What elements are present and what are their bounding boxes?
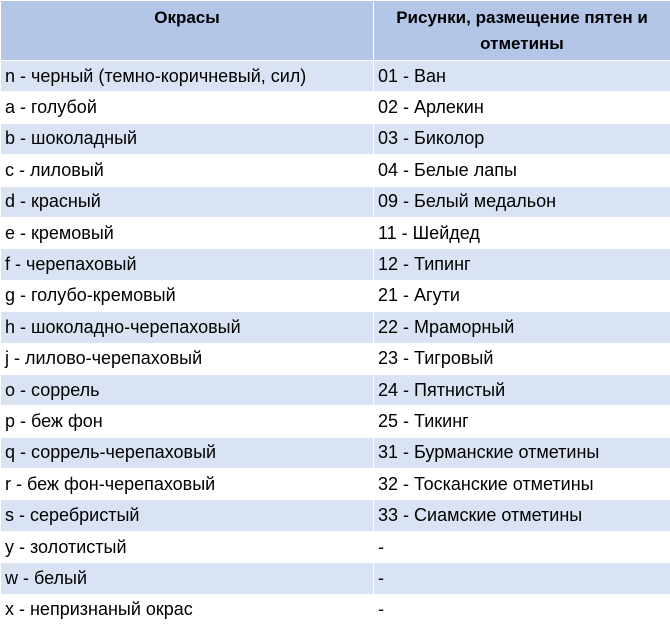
pattern-cell: 24 - Пятнистый (374, 374, 670, 405)
pattern-cell: 25 - Тикинг (374, 406, 670, 437)
table-body (1, 61, 670, 626)
pattern-cell: 23 - Тигровый (374, 343, 670, 374)
color-cell: h - шоколадно-черепаховый (1, 312, 374, 343)
table-header-row (1, 1, 670, 61)
pattern-cell: 09 - Белый медальон (374, 186, 670, 217)
table-row (1, 280, 670, 311)
color-cell: n - черный (темно-коричневый, сил) (1, 61, 374, 92)
table-row (1, 500, 670, 531)
pattern-cell: 31 - Бурманские отметины (374, 437, 670, 468)
table-row (1, 437, 670, 468)
pattern-cell: 33 - Сиамские отметины (374, 500, 670, 531)
color-cell: d - красный (1, 186, 374, 217)
color-cell: q - соррель-черепаховый (1, 437, 374, 468)
pattern-cell: 03 - Биколор (374, 123, 670, 154)
pattern-cell: 32 - Тосканские отметины (374, 469, 670, 500)
table-row (1, 594, 670, 625)
color-cell: f - черепаховый (1, 249, 374, 280)
table-row (1, 249, 670, 280)
pattern-cell: 22 - Мраморный (374, 312, 670, 343)
color-cell: p - беж фон (1, 406, 374, 437)
color-cell: g - голубо-кремовый (1, 280, 374, 311)
pattern-cell: 12 - Типинг (374, 249, 670, 280)
table-row (1, 92, 670, 123)
table-row (1, 61, 670, 92)
table-row (1, 469, 670, 500)
table-row (1, 406, 670, 437)
table-row (1, 217, 670, 248)
color-cell: b - шоколадный (1, 123, 374, 154)
table-row (1, 374, 670, 405)
color-cell: r - беж фон-черепаховый (1, 469, 374, 500)
pattern-cell: 01 - Ван (374, 61, 670, 92)
pattern-cell: - (374, 563, 670, 594)
table-row (1, 343, 670, 374)
table-row (1, 155, 670, 186)
color-cell: s - серебристый (1, 500, 374, 531)
pattern-cell: 11 - Шейдед (374, 217, 670, 248)
pattern-cell: - (374, 531, 670, 562)
pattern-cell: - (374, 594, 670, 625)
header-patterns: Рисунки, размещение пятен и отметины (374, 1, 670, 61)
color-cell: c - лиловый (1, 155, 374, 186)
color-cell: o - соррель (1, 374, 374, 405)
table-row (1, 563, 670, 594)
color-cell: x - непризнаный окрас (1, 594, 374, 625)
table-row (1, 186, 670, 217)
color-cell: e - кремовый (1, 217, 374, 248)
pattern-cell: 21 - Агути (374, 280, 670, 311)
table-row (1, 123, 670, 154)
color-cell: y - золотистый (1, 531, 374, 562)
table-row (1, 312, 670, 343)
pattern-cell: 02 - Арлекин (374, 92, 670, 123)
color-cell: w - белый (1, 563, 374, 594)
pattern-cell: 04 - Белые лапы (374, 155, 670, 186)
color-cell: a - голубой (1, 92, 374, 123)
table-row (1, 531, 670, 562)
header-colors: Окрасы (1, 1, 374, 61)
color-cell: j - лилово-черепаховый (1, 343, 374, 374)
